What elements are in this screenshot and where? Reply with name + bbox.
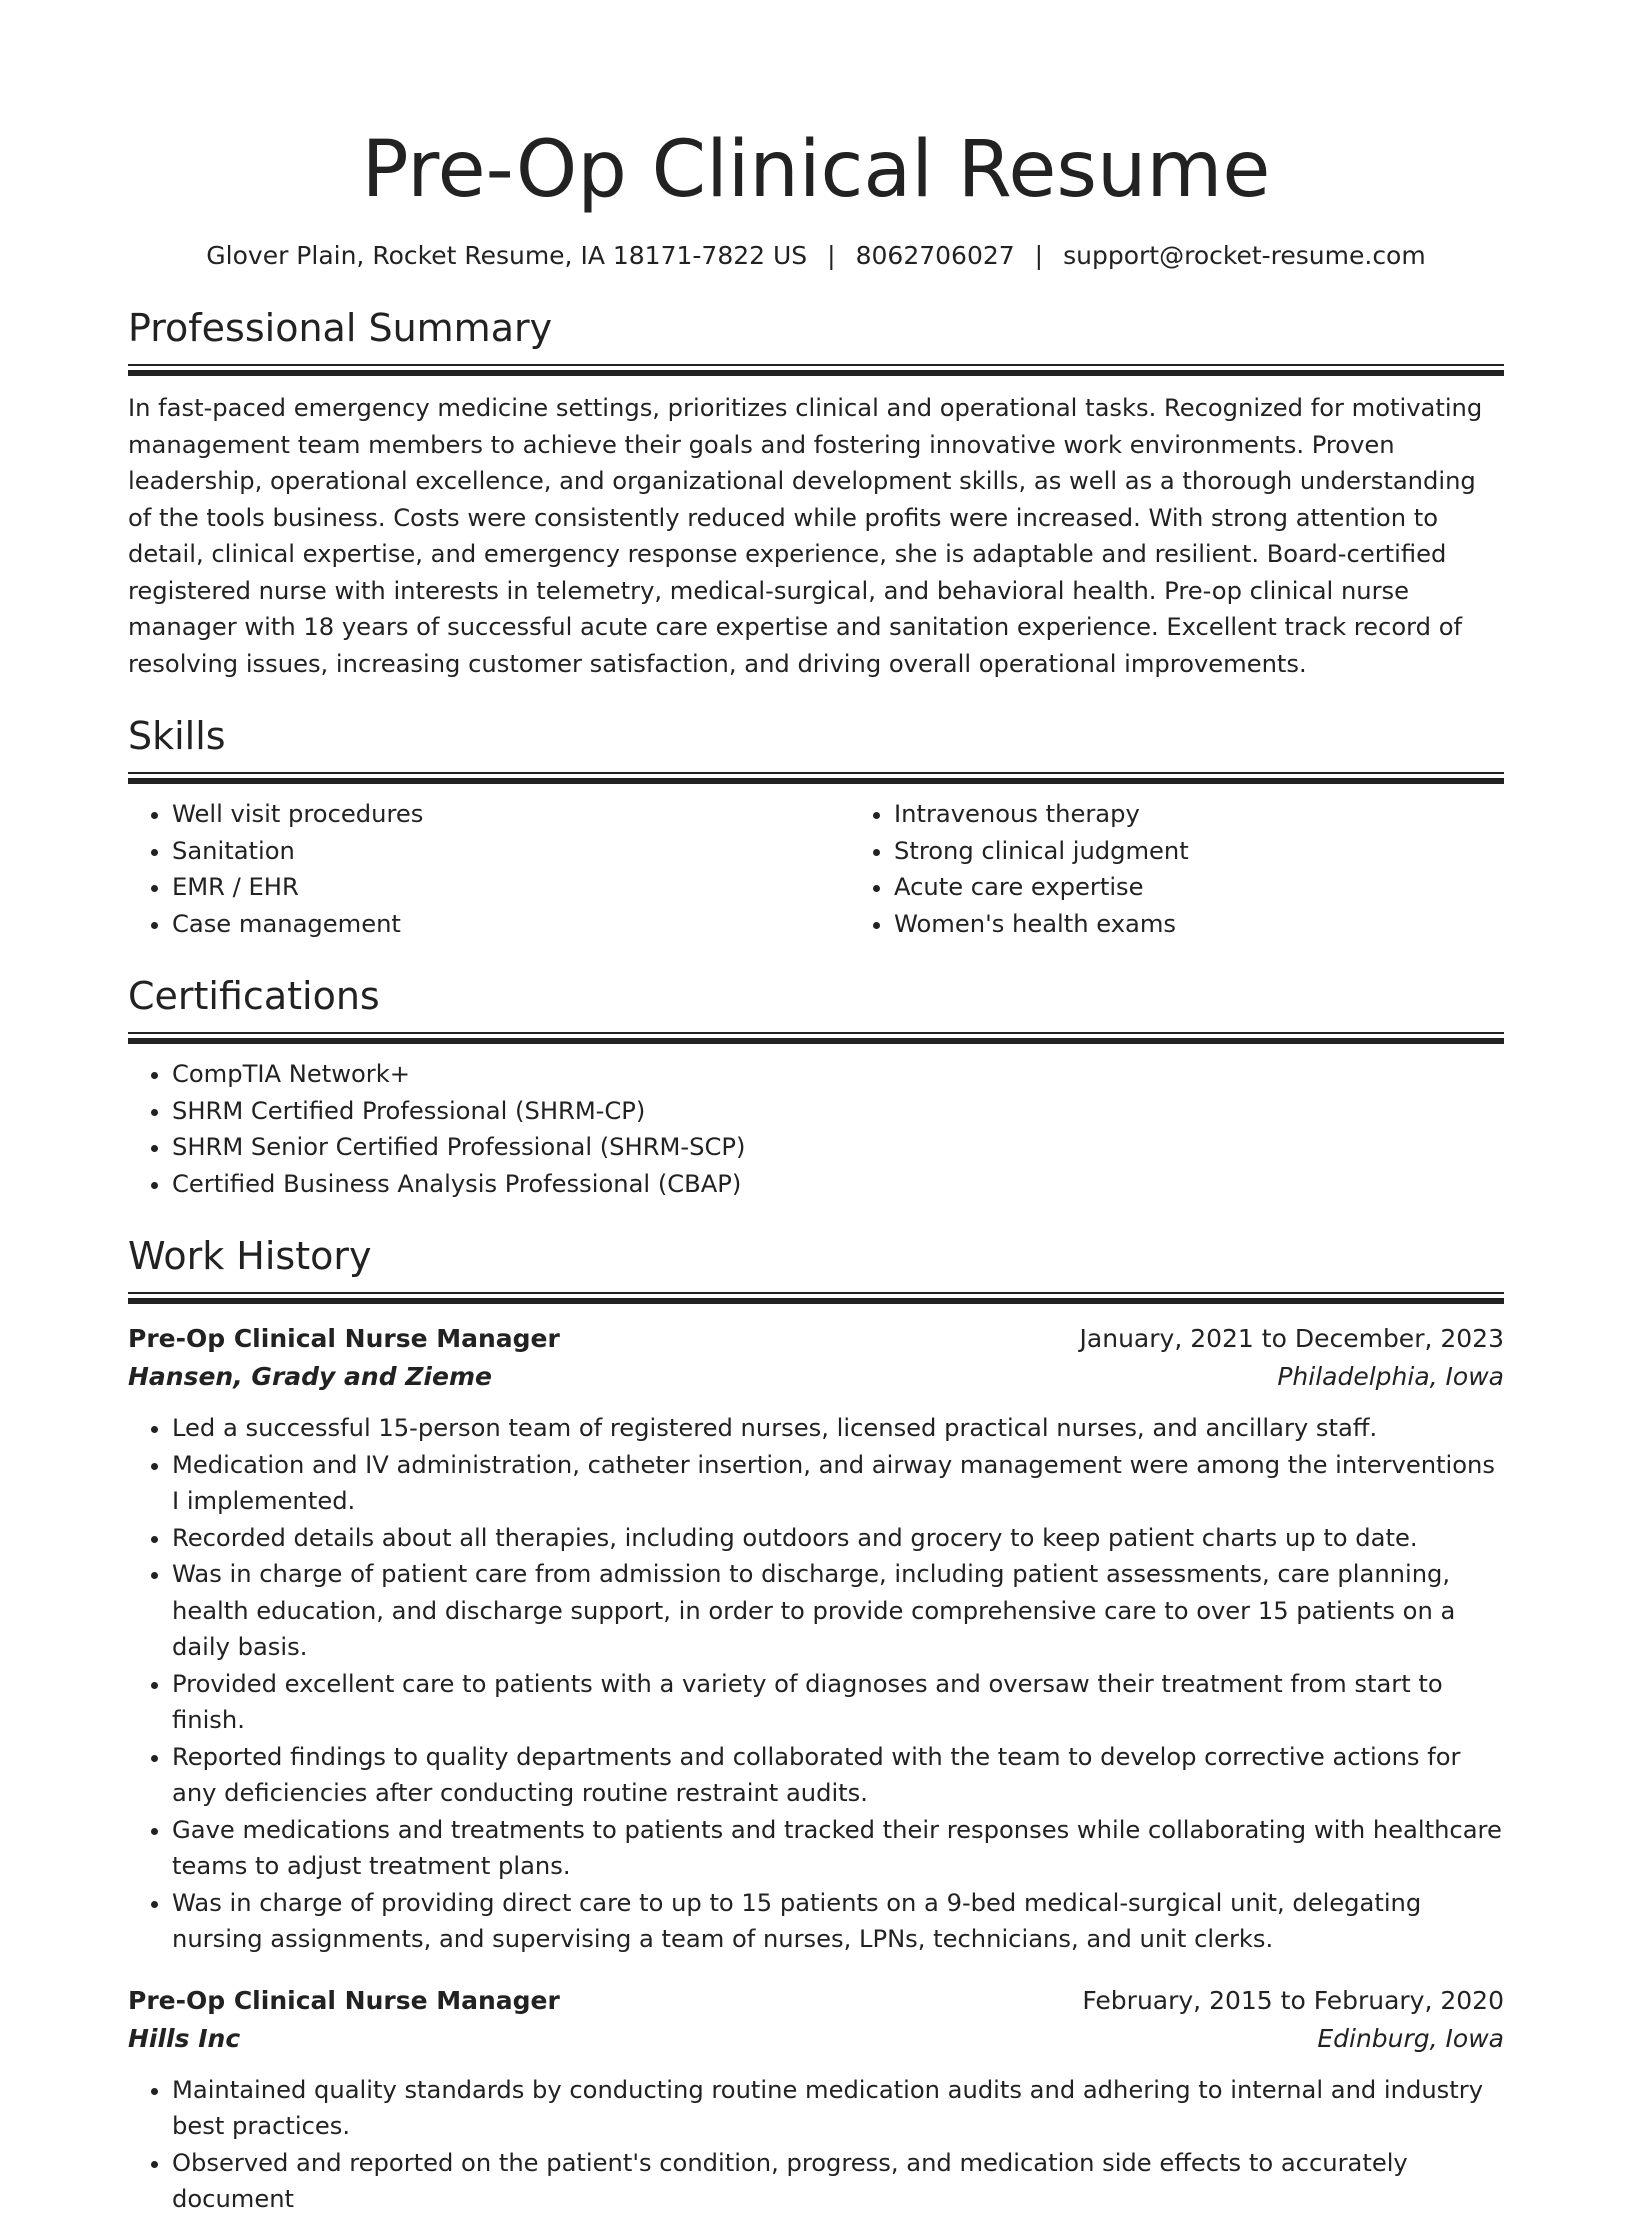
certification-item: • Certified Business Analysis Professional (CBAP) bbox=[172, 1166, 1504, 1203]
skill-item: • Intravenous therapy bbox=[894, 796, 1572, 833]
resume-title: Pre-Op Clinical Resume bbox=[361, 125, 1271, 215]
job-title: Pre-Op Clinical Nurse Manager bbox=[128, 1985, 560, 2015]
skill-item: • Sanitation bbox=[172, 833, 850, 870]
job-title: Pre-Op Clinical Nurse Manager bbox=[128, 1324, 560, 1353]
job-header bbox=[128, 1320, 1504, 1358]
skill-item: • Women's health exams bbox=[894, 906, 1572, 943]
contact-separator: | bbox=[827, 241, 836, 270]
job-header bbox=[128, 1982, 1504, 2020]
skills-heading: Skills bbox=[128, 714, 226, 758]
work-history-section bbox=[128, 1230, 1504, 2218]
skills-grid bbox=[128, 784, 1504, 942]
job-bullet: • Recorded details about all therapies, including outdoors and grocery to keep patient charts up to date. bbox=[172, 1520, 1504, 1557]
contact-separator: | bbox=[1034, 241, 1044, 270]
job-subheader bbox=[128, 1358, 1504, 1396]
certifications-heading: Certifications bbox=[128, 974, 380, 1018]
skill-item: • EMR / EHR bbox=[172, 869, 850, 906]
contact-address: Glover Plain, Rocket Resume, IA 18171-7822 US bbox=[206, 241, 808, 270]
job-subheader bbox=[128, 2020, 1504, 2058]
job-bullet: • Led a successful 15-person team of registered nurses, licensed practical nurses, and ancillary staff. bbox=[172, 1410, 1504, 1447]
summary-section bbox=[128, 302, 1504, 682]
certifications-list bbox=[128, 1056, 1504, 1202]
certification-item: • CompTIA Network+ bbox=[172, 1056, 1504, 1093]
summary-heading: Professional Summary bbox=[128, 306, 553, 350]
certification-item: • SHRM Certified Professional (SHRM-CP) bbox=[172, 1093, 1504, 1130]
job-company: Hansen, Grady and Zieme bbox=[128, 1362, 492, 1391]
job-bullets bbox=[128, 1410, 1504, 1958]
job-dates: February, 2015 to February, 2020 bbox=[1082, 1985, 1504, 2015]
job-bullet: • Was in charge of patient care from admission to discharge, including patient assessments, care planning, health education, and discharge support, in order to provide comprehensive care to over 15 patients on a daily basis. bbox=[172, 1556, 1504, 1666]
certifications-section bbox=[128, 970, 1504, 1202]
skill-item: • Strong clinical judgment bbox=[894, 833, 1572, 870]
job-dates: January, 2021 to December, 2023 bbox=[1079, 1324, 1504, 1353]
section-divider bbox=[128, 772, 1504, 784]
job-bullet: • Reported findings to quality departments and collaborated with the team to develop corrective actions for any deficiencies after conducting routine restraint audits. bbox=[172, 1739, 1504, 1812]
certification-item: • SHRM Senior Certified Professional (SHRM-SCP) bbox=[172, 1129, 1504, 1166]
job-bullet: • Medication and IV administration, catheter insertion, and airway management were among the interventions I implemented. bbox=[172, 1447, 1504, 1520]
job-bullet: • Gave medications and treatments to patients and tracked their responses while collaborating with healthcare teams to adjust treatment plans. bbox=[172, 1812, 1504, 1885]
resume-content bbox=[128, 118, 1504, 2218]
job-bullet: • Provided excellent care to patients with a variety of diagnoses and oversaw their treatment from start to finish. bbox=[172, 1666, 1504, 1739]
work-history-heading: Work History bbox=[128, 1234, 372, 1278]
skill-item: • Case management bbox=[172, 906, 850, 943]
job-company: Hills Inc bbox=[128, 2023, 241, 2053]
job-entry bbox=[128, 1982, 1504, 2218]
summary-text: In fast-paced emergency medicine settings, prioritizes clinical and operational tasks. Recognized for motivating management team members to achieve their goals and fostering innovative work environments. Proven leadership, operational excellence, and organizational development skills, as well as a thorough understanding of the tools business. Costs were consistently reduced while profits were increased. With strong attention to detail, clinical expertise, and emergency response experience, she is adaptable and resilient. Board-certified registered nurse with interests in telemetry, medical-surgical, and behavioral health. Pre-op clinical nurse manager with 18 years of successful acute care expertise and sanitation experience. Excellent track record of resolving issues, increasing customer satisfaction, and driving overall operational improvements. bbox=[128, 394, 1483, 678]
section-divider bbox=[128, 364, 1504, 376]
section-divider bbox=[128, 1292, 1504, 1304]
section-divider bbox=[128, 1032, 1504, 1044]
job-entry bbox=[128, 1320, 1504, 1958]
job-bullets bbox=[128, 2072, 1504, 2218]
job-location: Philadelphia, Iowa bbox=[1277, 1362, 1504, 1391]
skill-item: • Well visit procedures bbox=[172, 796, 850, 833]
job-location: Edinburg, Iowa bbox=[1317, 2023, 1504, 2053]
contact-line bbox=[128, 238, 1504, 274]
skill-item: • Acute care expertise bbox=[894, 869, 1572, 906]
job-bullet: • Maintained quality standards by conducting routine medication audits and adhering to internal and industry best practices. bbox=[172, 2072, 1504, 2145]
contact-email: support@rocket-resume.com bbox=[1063, 241, 1426, 270]
contact-phone: 8062706027 bbox=[855, 241, 1015, 270]
job-bullet: • Observed and reported on the patient's condition, progress, and medication side effects to accurately document bbox=[172, 2145, 1504, 2218]
skills-section bbox=[128, 710, 1504, 942]
skills-list-left bbox=[128, 796, 850, 942]
job-bullet: • Was in charge of providing direct care to up to 15 patients on a 9-bed medical-surgical unit, delegating nursing assignments, and supervising a team of nurses, LPNs, technicians, and unit clerks. bbox=[172, 1885, 1504, 1958]
skills-list-right bbox=[850, 796, 1572, 942]
